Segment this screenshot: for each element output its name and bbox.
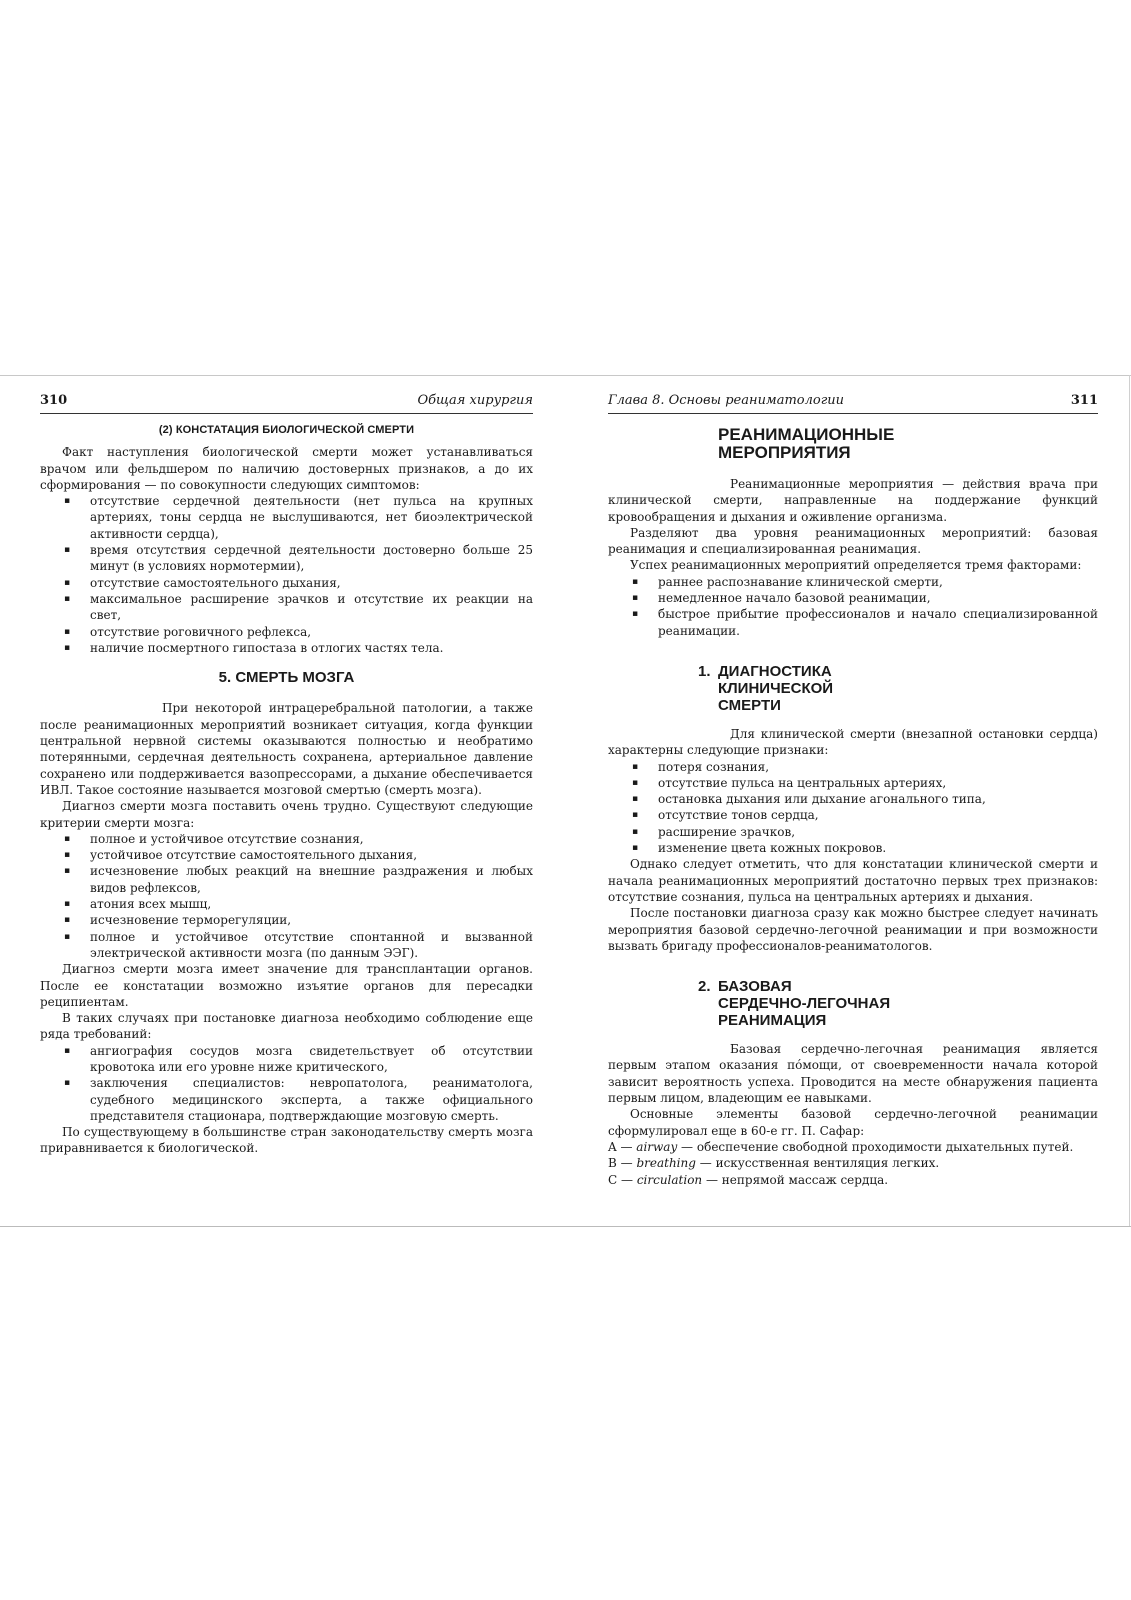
- bullet-list: [40, 493, 533, 656]
- chapter-heading: [718, 426, 1098, 462]
- abc-letter: A —: [608, 1139, 637, 1154]
- subheading: (2) КОНСТАТАЦИЯ БИОЛОГИЧЕСКОЙ СМЕРТИ: [158, 424, 415, 436]
- abc-desc: — обеспечение свободной проходимости дыхательных путей.: [677, 1139, 1074, 1154]
- right-page-body: [608, 426, 1098, 1188]
- list-item: ▪ отсутствие тонов сердца,: [658, 807, 1098, 823]
- paragraph: Успех реанимационных мероприятий определяется тремя факторами:: [630, 558, 1082, 573]
- section-heading: [698, 663, 1098, 714]
- paragraph: Базовая сердечно-легочная реанимация является первым этапом оказания пóмощи, от своевременности начала которой зависит вероятность успеха. Проводится на месте обнаружения пациента первым лицом, владеющим ее навыками.: [608, 1042, 1098, 1106]
- right-page-header: [608, 390, 1098, 412]
- list-item: ▪ остановка дыхания или дыхание агонального типа,: [658, 791, 1098, 807]
- chapter-heading-line: МЕРОПРИЯТИЯ: [718, 443, 851, 462]
- paragraph: Факт наступления биологической смерти может устанавливаться врачом или фельдшером по наличию достоверных признаков, а до их сформирования — по совокупности следующих симптомов:: [40, 445, 533, 492]
- list-item: ▪ заключения специалистов: невропатолога, реаниматолога, судебного медицинского эксперта, а также официального представителя стационара, подтверждающие мозговую смерть.: [90, 1075, 533, 1124]
- abc-line-c: [608, 1172, 1098, 1188]
- page-number: 311: [1070, 393, 1098, 408]
- abc-line-a: [608, 1139, 1098, 1155]
- list-item: ▪ расширение зрачков,: [658, 824, 1098, 840]
- section-title: [718, 663, 833, 714]
- section-heading: 5. СМЕРТЬ МОЗГА: [218, 669, 355, 687]
- list-item: ▪ отсутствие пульса на центральных артериях,: [658, 775, 1098, 791]
- list-item: ▪ потеря сознания,: [658, 759, 1098, 775]
- bullet-list: [40, 1043, 533, 1124]
- paragraph: По существующему в большинстве стран законодательству смерть мозга приравнивается к биологической.: [40, 1125, 533, 1156]
- list-item: ▪ немедленное начало базовой реанимации,: [658, 590, 1098, 606]
- list-item: ▪ устойчивое отсутствие самостоятельного дыхания,: [90, 847, 533, 863]
- list-item: ▪ быстрое прибытие профессионалов и начало специализированной реанимации.: [658, 606, 1098, 639]
- abc-letter: B —: [608, 1156, 637, 1171]
- section-title-line: РЕАНИМАЦИЯ: [718, 1012, 827, 1030]
- list-item: ▪ наличие посмертного гипостаза в отлогих частях тела.: [90, 640, 533, 656]
- bullet-list: [608, 759, 1098, 857]
- paragraph: Диагноз смерти мозга имеет значение для трансплантации органов. После ее констатации возможно изъятие органов для пересадки реципиентам.: [40, 962, 533, 1009]
- list-item: ▪ максимальное расширение зрачков и отсутствие их реакции на свет,: [90, 591, 533, 624]
- paragraph: Разделяют два уровня реанимационных мероприятий: базовая реанимация и специализированная реанимация.: [608, 525, 1098, 557]
- list-item: ▪ изменение цвета кожных покровов.: [658, 840, 1098, 856]
- bullet-list: [40, 831, 533, 961]
- abc-term: breathing: [636, 1156, 696, 1171]
- paragraph: Диагноз смерти мозга поставить очень трудно. Существуют следующие критерии смерти мозга:: [40, 799, 533, 830]
- section-title: [718, 978, 890, 1029]
- left-page-header: [40, 390, 533, 412]
- right-page: [608, 390, 1098, 1188]
- section-title-line: БАЗОВАЯ: [718, 978, 792, 996]
- abc-line-b: [608, 1155, 1098, 1171]
- section-heading: [698, 978, 1098, 1029]
- list-item: ▪ отсутствие сердечной деятельности (нет пульса на крупных артериях, тоны сердца не выслушиваются, нет биоэлектрической активности сердца),: [90, 493, 533, 542]
- spread-top-edge: [0, 375, 1131, 376]
- running-title: Общая хирургия: [417, 393, 533, 408]
- abc-desc: — искусственная вентиляция легких.: [695, 1156, 940, 1171]
- list-item: ▪ время отсутствия сердечной деятельности достоверно больше 25 минут (в условиях нормотермии),: [90, 542, 533, 575]
- section-number: 1.: [698, 662, 711, 680]
- paragraph: При некоторой интрацеребральной патологии, а также после реанимационных мероприятий возникает ситуация, когда функции центральной нервной системы оказываются полностью и необратимо потерянными, сердечная деятельность сохранена, артериальное давление сохранено или поддерживается вазопрессорами, а дыхание обеспечивается ИВЛ. Такое состояние называется мозговой смертью (смерть мозга).: [40, 701, 533, 797]
- spread-right-edge: [1129, 375, 1130, 1226]
- chapter-heading-line: РЕАНИМАЦИОННЫЕ: [718, 425, 895, 444]
- left-page-body: [40, 422, 533, 1157]
- header-rule: [40, 413, 533, 414]
- paragraph: Реанимационные мероприятия — действия врача при клинической смерти, направленные на поддержание функций кровообращения и дыхания и оживление организма.: [608, 477, 1098, 524]
- paragraph: Основные элементы базовой сердечно-легочной реанимации сформулировал еще в 60-е гг. П. Сафар:: [608, 1107, 1098, 1138]
- list-item: ▪ ангиография сосудов мозга свидетельствует об отсутствии кровотока или его уровне ниже критического,: [90, 1043, 533, 1076]
- list-item: ▪ полное и устойчивое отсутствие спонтанной и вызванной электрической активности мозга (по данным ЭЭГ).: [90, 929, 533, 962]
- list-item: ▪ исчезновение терморегуляции,: [90, 912, 533, 928]
- list-item: ▪ отсутствие роговичного рефлекса,: [90, 624, 533, 640]
- running-title: Глава 8. Основы реаниматологии: [608, 393, 845, 408]
- section-title-line: КЛИНИЧЕСКОЙ: [718, 679, 834, 697]
- spacer: [608, 954, 1098, 978]
- left-page: [40, 390, 533, 1157]
- spread-bottom-edge: [0, 1226, 1131, 1227]
- bullet-list: [608, 574, 1098, 639]
- list-item: ▪ раннее распознавание клинической смерти,: [658, 574, 1098, 590]
- section-title-line: ДИАГНОСТИКА: [718, 662, 832, 680]
- abc-letter: C —: [608, 1172, 637, 1187]
- list-item: ▪ исчезновение любых реакций на внешние раздражения и любых видов рефлексов,: [90, 863, 533, 896]
- paragraph: Для клинической смерти (внезапной остановки сердца) характерны следующие признаки:: [608, 726, 1098, 758]
- paragraph: В таких случаях при постановке диагноза необходимо соблюдение еще ряда требований:: [40, 1011, 533, 1042]
- page-number: 310: [40, 393, 68, 408]
- paragraph: Однако следует отметить, что для констатации клинической смерти и начала реанимационных мероприятий достаточно первых трех признаков: отсутствие сознания, пульса на центральных артериях и дыхания.: [608, 857, 1098, 904]
- abc-desc: — непрямой массаж сердца.: [702, 1172, 889, 1187]
- spacer: [608, 639, 1098, 663]
- section-title-line: СЕРДЕЧНО-ЛЕГОЧНАЯ: [718, 995, 891, 1013]
- abc-term: airway: [636, 1139, 678, 1154]
- list-item: ▪ полное и устойчивое отсутствие сознания,: [90, 831, 533, 847]
- header-rule: [608, 413, 1098, 414]
- list-item: ▪ атония всех мышц,: [90, 896, 533, 912]
- paragraph: После постановки диагноза сразу как можно быстрее следует начинать мероприятия базовой сердечно-легочной реанимации и при возможности вызвать бригаду профессионалов-реаниматологов.: [608, 906, 1098, 953]
- list-item: ▪ отсутствие самостоятельного дыхания,: [90, 575, 533, 591]
- abc-term: circulation: [636, 1172, 703, 1187]
- section-title-line: СМЕРТИ: [718, 696, 781, 714]
- section-number: 2.: [698, 978, 711, 996]
